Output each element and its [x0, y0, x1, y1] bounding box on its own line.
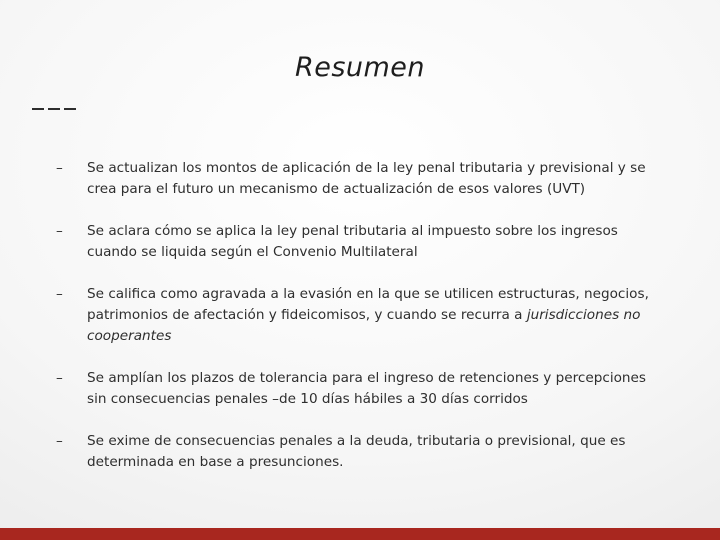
bullet-marker: – [56, 370, 63, 386]
bullet-text: Se aclara cómo se aplica la ley penal tributaria al impuesto sobre los ingresos cuando se liquida según el Convenio Multilateral [87, 223, 618, 260]
bullet-marker: – [56, 160, 63, 176]
bullet-text: Se exime de consecuencias penales a la deuda, tributaria o previsional, que es determinada en base a presunciones. [87, 433, 626, 470]
bullet-marker: – [56, 223, 63, 239]
bullet-text: Se actualizan los montos de aplicación de la ley penal tributaria y previsional y se crea para el futuro un mecanismo de actualización de esos valores (UVT) [87, 160, 646, 197]
bullet-text: Se califica como agravada a la evasión en la que se utilicen estructuras, negocios, patrimonios de afectación y fideicomisos, y cuando se recurra a [87, 286, 649, 323]
dash-segment [64, 108, 76, 110]
dash-segment [48, 108, 60, 110]
bullet-marker: – [56, 286, 63, 302]
bullet-list [56, 158, 666, 473]
slide-title: Resumen [294, 52, 426, 83]
footer-accent-bar [0, 528, 720, 540]
bullet-item [56, 284, 666, 347]
decorative-dashes [32, 108, 76, 110]
bullet-emphasis: jurisdicciones no cooperantes [87, 307, 641, 344]
bullet-item [56, 158, 666, 200]
bullet-item [56, 431, 666, 473]
bullet-item [56, 368, 666, 410]
bullet-item [56, 221, 666, 263]
bullet-marker: – [56, 433, 63, 449]
bullet-text: Se amplían los plazos de tolerancia para el ingreso de retenciones y percepciones sin consecuencias penales –de 10 días hábiles a 30 días corridos [87, 370, 646, 407]
dash-segment [32, 108, 44, 110]
